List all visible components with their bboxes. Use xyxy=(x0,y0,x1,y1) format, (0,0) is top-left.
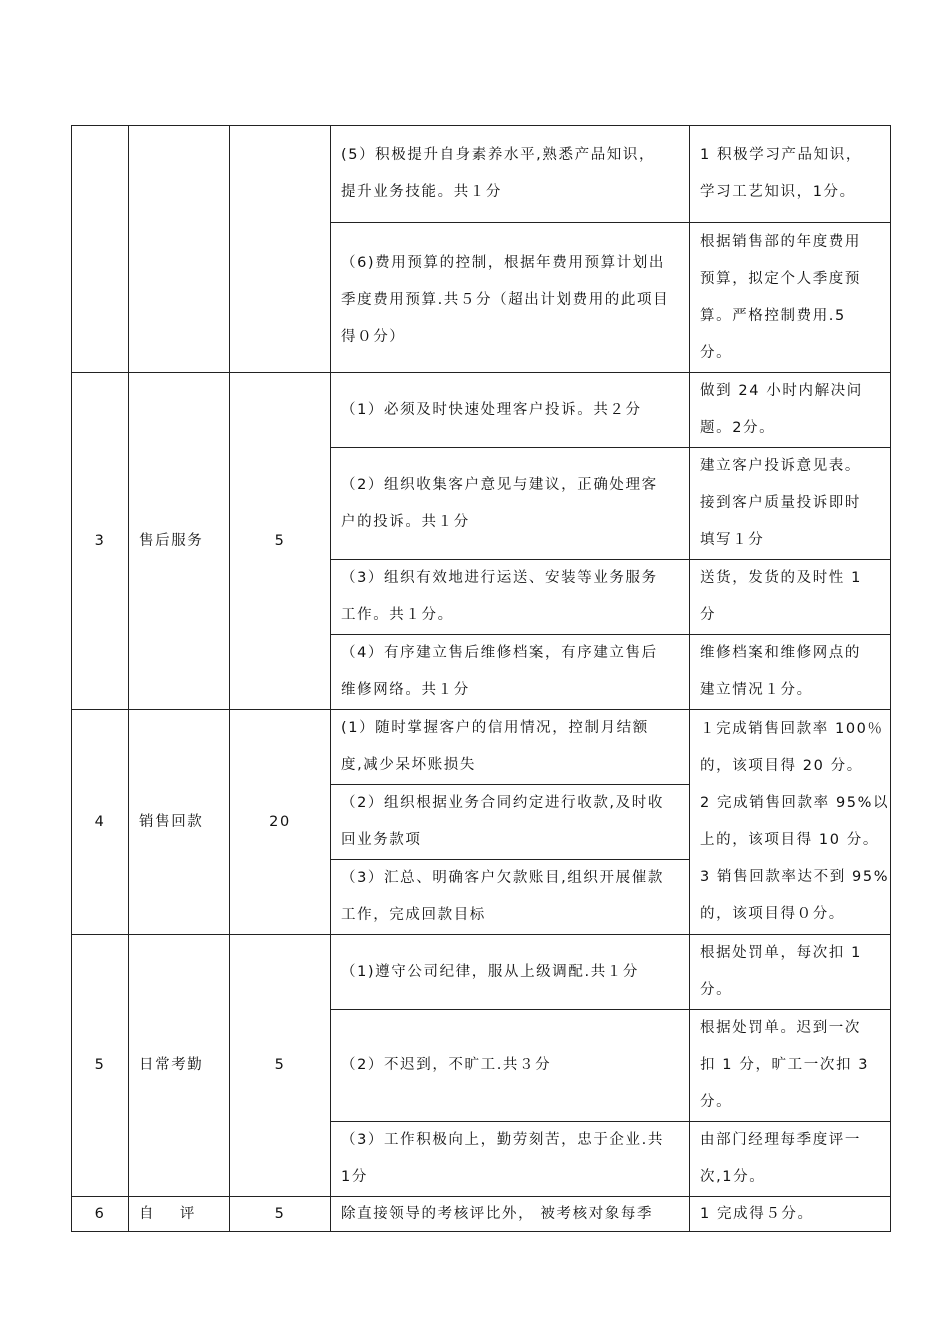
item-criteria: 根据销售部的年度费用 预算，拟定个人季度预 算。严格控制费用.5 分。 xyxy=(690,223,891,373)
item-description: （3）汇总、明确客户欠款账目,组织开展催款 工作，完成回款目标 xyxy=(331,860,690,935)
table-row xyxy=(72,1197,891,1232)
item-description: (5）积极提升自身素养水平,熟悉产品知识， 提升业务技能。共１分 xyxy=(331,126,690,223)
item-criteria: 送货，发货的及时性 1 分 xyxy=(690,560,891,635)
item-criteria: 1 完成得５分。 xyxy=(690,1197,891,1232)
table-row xyxy=(72,935,891,1010)
row-category: 销售回款 xyxy=(129,710,230,935)
item-criteria: 建立客户投诉意见表。 接到客户质量投诉即时 填写１分 xyxy=(690,448,891,560)
row-score: 5 xyxy=(230,1197,331,1232)
item-criteria: 维修档案和维修网点的 建立情况１分。 xyxy=(690,635,891,710)
item-description: （6)费用预算的控制，根据年费用预算计划出 季度费用预算.共５分（超出计划费用的此项目 得０分） xyxy=(331,223,690,373)
item-criteria: 根据处罚单，每次扣 1 分。 xyxy=(690,935,891,1010)
row-score: 20 xyxy=(230,710,331,935)
item-criteria: 做到 24 小时内解决问 题。2分。 xyxy=(690,373,891,448)
table-row xyxy=(72,710,891,785)
row-category xyxy=(129,126,230,373)
row-score xyxy=(230,126,331,373)
row-score: 5 xyxy=(230,373,331,710)
item-description: （1）必须及时快速处理客户投诉。共２分 xyxy=(331,373,690,448)
item-description: （2）不迟到，不旷工.共３分 xyxy=(331,1010,690,1122)
item-description: （2）组织收集客户意见与建议，正确处理客 户的投诉。共１分 xyxy=(331,448,690,560)
item-criteria: １完成销售回款率 100％ 的，该项目得 20 分。 2 完成销售回款率 95%以 上的，该项目得 10 分。 3 销售回款率达不到 95% 的，该项目得０分。 xyxy=(690,710,891,935)
item-description: （3）组织有效地进行运送、安装等业务服务 工作。共１分。 xyxy=(331,560,690,635)
item-description: （4）有序建立售后维修档案，有序建立售后 维修网络。共１分 xyxy=(331,635,690,710)
table-row xyxy=(72,126,891,223)
row-category: 自 评 xyxy=(129,1197,230,1232)
item-description: （2）组织根据业务合同约定进行收款,及时收 回业务款项 xyxy=(331,785,690,860)
item-description: 除直接领导的考核评比外， 被考核对象每季 xyxy=(331,1197,690,1232)
row-number: 5 xyxy=(72,935,129,1197)
row-number: 3 xyxy=(72,373,129,710)
assessment-table xyxy=(71,125,891,1232)
item-description: (1）随时掌握客户的信用情况，控制月结额 度,减少呆坏账损失 xyxy=(331,710,690,785)
row-number: 4 xyxy=(72,710,129,935)
item-description: （3）工作积极向上，勤劳刻苦，忠于企业.共 1分 xyxy=(331,1122,690,1197)
row-category: 售后服务 xyxy=(129,373,230,710)
item-criteria: 由部门经理每季度评一 次,1分。 xyxy=(690,1122,891,1197)
row-number: 6 xyxy=(72,1197,129,1232)
item-criteria: 1 积极学习产品知识， 学习工艺知识，1分。 xyxy=(690,126,891,223)
row-number xyxy=(72,126,129,373)
table-row xyxy=(72,373,891,448)
row-category: 日常考勤 xyxy=(129,935,230,1197)
item-description: （1)遵守公司纪律，服从上级调配.共１分 xyxy=(331,935,690,1010)
item-criteria: 根据处罚单。迟到一次 扣 1 分，旷工一次扣 3 分。 xyxy=(690,1010,891,1122)
row-score: 5 xyxy=(230,935,331,1197)
